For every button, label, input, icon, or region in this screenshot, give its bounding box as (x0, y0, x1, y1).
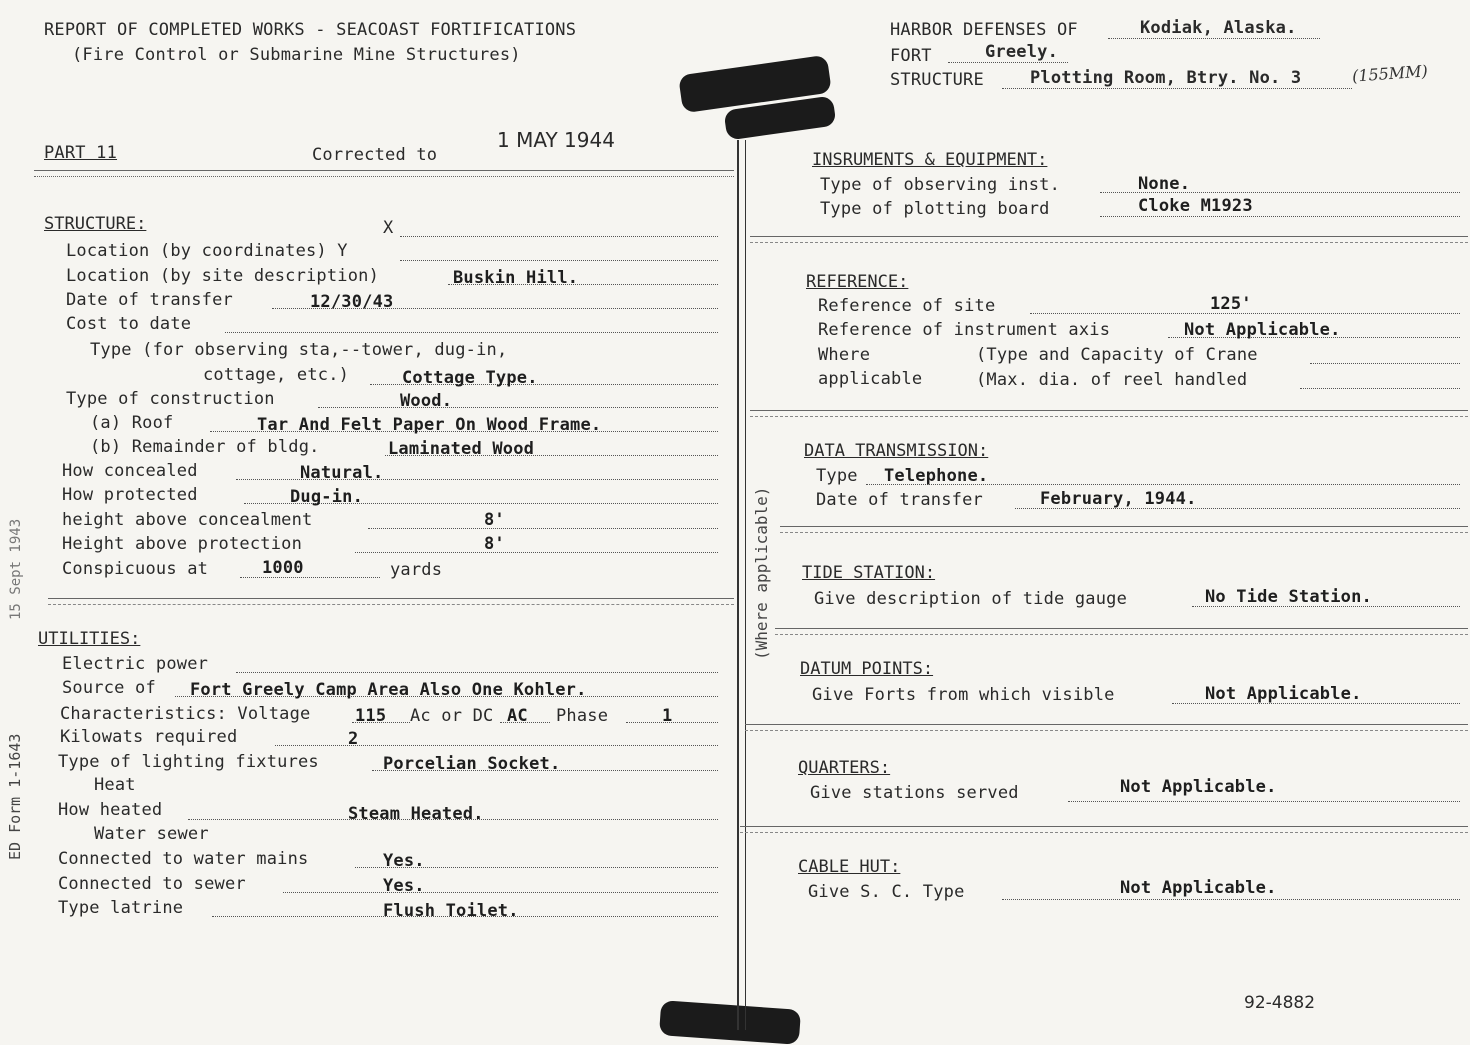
construction-label: Type of construction (66, 389, 275, 409)
water-mains-label: Connected to water mains (58, 849, 309, 869)
x-label: X (383, 218, 394, 238)
characteristics-label: Characteristics: Voltage (60, 704, 311, 724)
cable-hut-type-label: Give S. C. Type (808, 882, 965, 902)
conspicuous-unit: yards (390, 560, 443, 580)
transmission-date-label: Date of transfer (816, 490, 983, 510)
latrine-label: Type latrine (58, 898, 184, 918)
lighting-value: Porcelian Socket. (383, 754, 561, 774)
cost-label: Cost to date (66, 314, 192, 334)
acdc-label: Ac or DC (410, 706, 494, 726)
kilowatts-value: 2 (348, 729, 359, 749)
remainder-label: (b) Remainder of bldg. (90, 437, 320, 457)
cable-hut-heading: CABLE HUT: (798, 857, 901, 877)
sewer-label: Connected to sewer (58, 874, 246, 894)
structure-heading: STRUCTURE: (44, 214, 147, 234)
construction-value: Wood. (400, 391, 453, 411)
latrine-value: Flush Toilet. (383, 901, 519, 921)
harbor-value: Kodiak, Alaska. (1140, 18, 1297, 38)
location-site-value: Buskin Hill. (453, 268, 579, 288)
heated-value: Steam Heated. (348, 804, 484, 824)
transmission-type-value: Telephone. (884, 466, 989, 486)
date-margin-note: 15 Sept 1943 (8, 518, 24, 620)
datum-points-heading: DATUM POINTS: (800, 659, 934, 679)
reference-site-value: 125' (1210, 294, 1252, 314)
height-concealment-value: 8' (484, 510, 505, 530)
reference-axis-label: Reference of instrument axis (818, 320, 1111, 340)
reel-label: (Max. dia. of reel handled (976, 370, 1248, 390)
report-subtitle: (Fire Control or Submarine Mine Structures) (72, 45, 521, 65)
quarters-stations-value: Not Applicable. (1120, 777, 1277, 797)
structure-value: Plotting Room, Btry. No. 3 (1030, 68, 1302, 88)
tide-gauge-value: No Tide Station. (1205, 587, 1372, 607)
fort-value: Greely. (985, 42, 1059, 62)
utilities-heading: UTILITIES: (38, 629, 141, 649)
part-label: PART 11 (44, 143, 118, 163)
heated-label: How heated (58, 800, 163, 820)
phase-label: Phase (556, 706, 609, 726)
concealed-label: How concealed (62, 461, 198, 481)
transmission-type-label: Type (816, 466, 858, 486)
conspicuous-value: 1000 (262, 558, 304, 578)
lighting-label: Type of lighting fixtures (58, 752, 319, 772)
transmission-date-value: February, 1944. (1040, 489, 1197, 509)
corrected-label: Corrected to (312, 145, 438, 165)
date-transfer-label: Date of transfer (66, 290, 233, 310)
roof-label: (a) Roof (90, 413, 174, 433)
where-applicable-note: (Where applicable) (752, 486, 771, 660)
reference-axis-value: Not Applicable. (1184, 320, 1341, 340)
fort-label: FORT (890, 46, 932, 66)
conspicuous-label: Conspicuous at (62, 559, 209, 579)
quarters-heading: QUARTERS: (798, 758, 891, 778)
phase-value: 1 (662, 706, 673, 726)
height-protection-label: Height above protection (62, 534, 303, 554)
where-label: Where (818, 345, 871, 365)
source-label: Source of (62, 678, 156, 698)
applicable-label: applicable (818, 369, 923, 389)
water-mains-value: Yes. (383, 851, 425, 871)
datum-forts-label: Give Forts from which visible (812, 685, 1115, 705)
crane-label: (Type and Capacity of Crane (976, 345, 1258, 365)
heat-label: Heat (94, 775, 136, 795)
reference-site-label: Reference of site (818, 296, 996, 316)
height-concealment-label: height above concealment (62, 510, 313, 530)
date-transfer-value: 12/30/43 (310, 292, 394, 312)
voltage-value: 115 (355, 706, 387, 726)
type-label-2: cottage, etc.) (203, 365, 350, 385)
sewer-value: Yes. (383, 876, 425, 896)
protected-value: Dug-in. (290, 487, 364, 507)
cable-hut-type-value: Not Applicable. (1120, 878, 1277, 898)
plotting-label: Type of plotting board (820, 199, 1050, 219)
plotting-value: Cloke M1923 (1138, 196, 1253, 216)
observing-value: None. (1138, 174, 1191, 194)
type-label-1: Type (for observing sta,--tower, dug-in, (90, 340, 508, 360)
location-coordinates-label: Location (by coordinates) Y (66, 241, 348, 261)
quarters-stations-label: Give stations served (810, 783, 1019, 803)
kilowatts-label: Kilowats required (60, 727, 238, 747)
acdc-value: AC (507, 706, 528, 726)
electric-label: Electric power (62, 654, 209, 674)
source-value: Fort Greely Camp Area Also One Kohler. (190, 680, 587, 700)
roof-value: Tar And Felt Paper On Wood Frame. (257, 415, 602, 435)
document-number: 92-4882 (1244, 993, 1316, 1013)
remainder-value: Laminated Wood (388, 439, 535, 459)
tide-station-heading: TIDE STATION: (802, 563, 936, 583)
corrected-date-stamp: 1 MAY 1944 (497, 128, 615, 152)
concealed-value: Natural. (300, 463, 384, 483)
location-site-label: Location (by site description) (66, 266, 380, 286)
tide-gauge-label: Give description of tide gauge (814, 589, 1128, 609)
water-sewer-label: Water sewer (94, 824, 209, 844)
structure-handwritten-note: (155MM) (1351, 61, 1429, 86)
observing-label: Type of observing inst. (820, 175, 1061, 195)
data-transmission-heading: DATA TRANSMISSION: (804, 441, 989, 461)
report-title: REPORT OF COMPLETED WORKS - SEACOAST FORTIFICATIONS (44, 20, 577, 40)
ink-blot (659, 1000, 801, 1045)
height-protection-value: 8' (484, 534, 505, 554)
reference-heading: REFERENCE: (806, 272, 909, 292)
protected-label: How protected (62, 485, 198, 505)
type-value: Cottage Type. (402, 368, 538, 388)
instruments-heading: INSRUMENTS & EQUIPMENT: (812, 150, 1048, 170)
harbor-label: HARBOR DEFENSES OF (890, 20, 1078, 40)
datum-forts-value: Not Applicable. (1205, 684, 1362, 704)
structure-label: STRUCTURE (890, 70, 984, 90)
form-number-note: ED Form 1-1643 (6, 733, 24, 860)
